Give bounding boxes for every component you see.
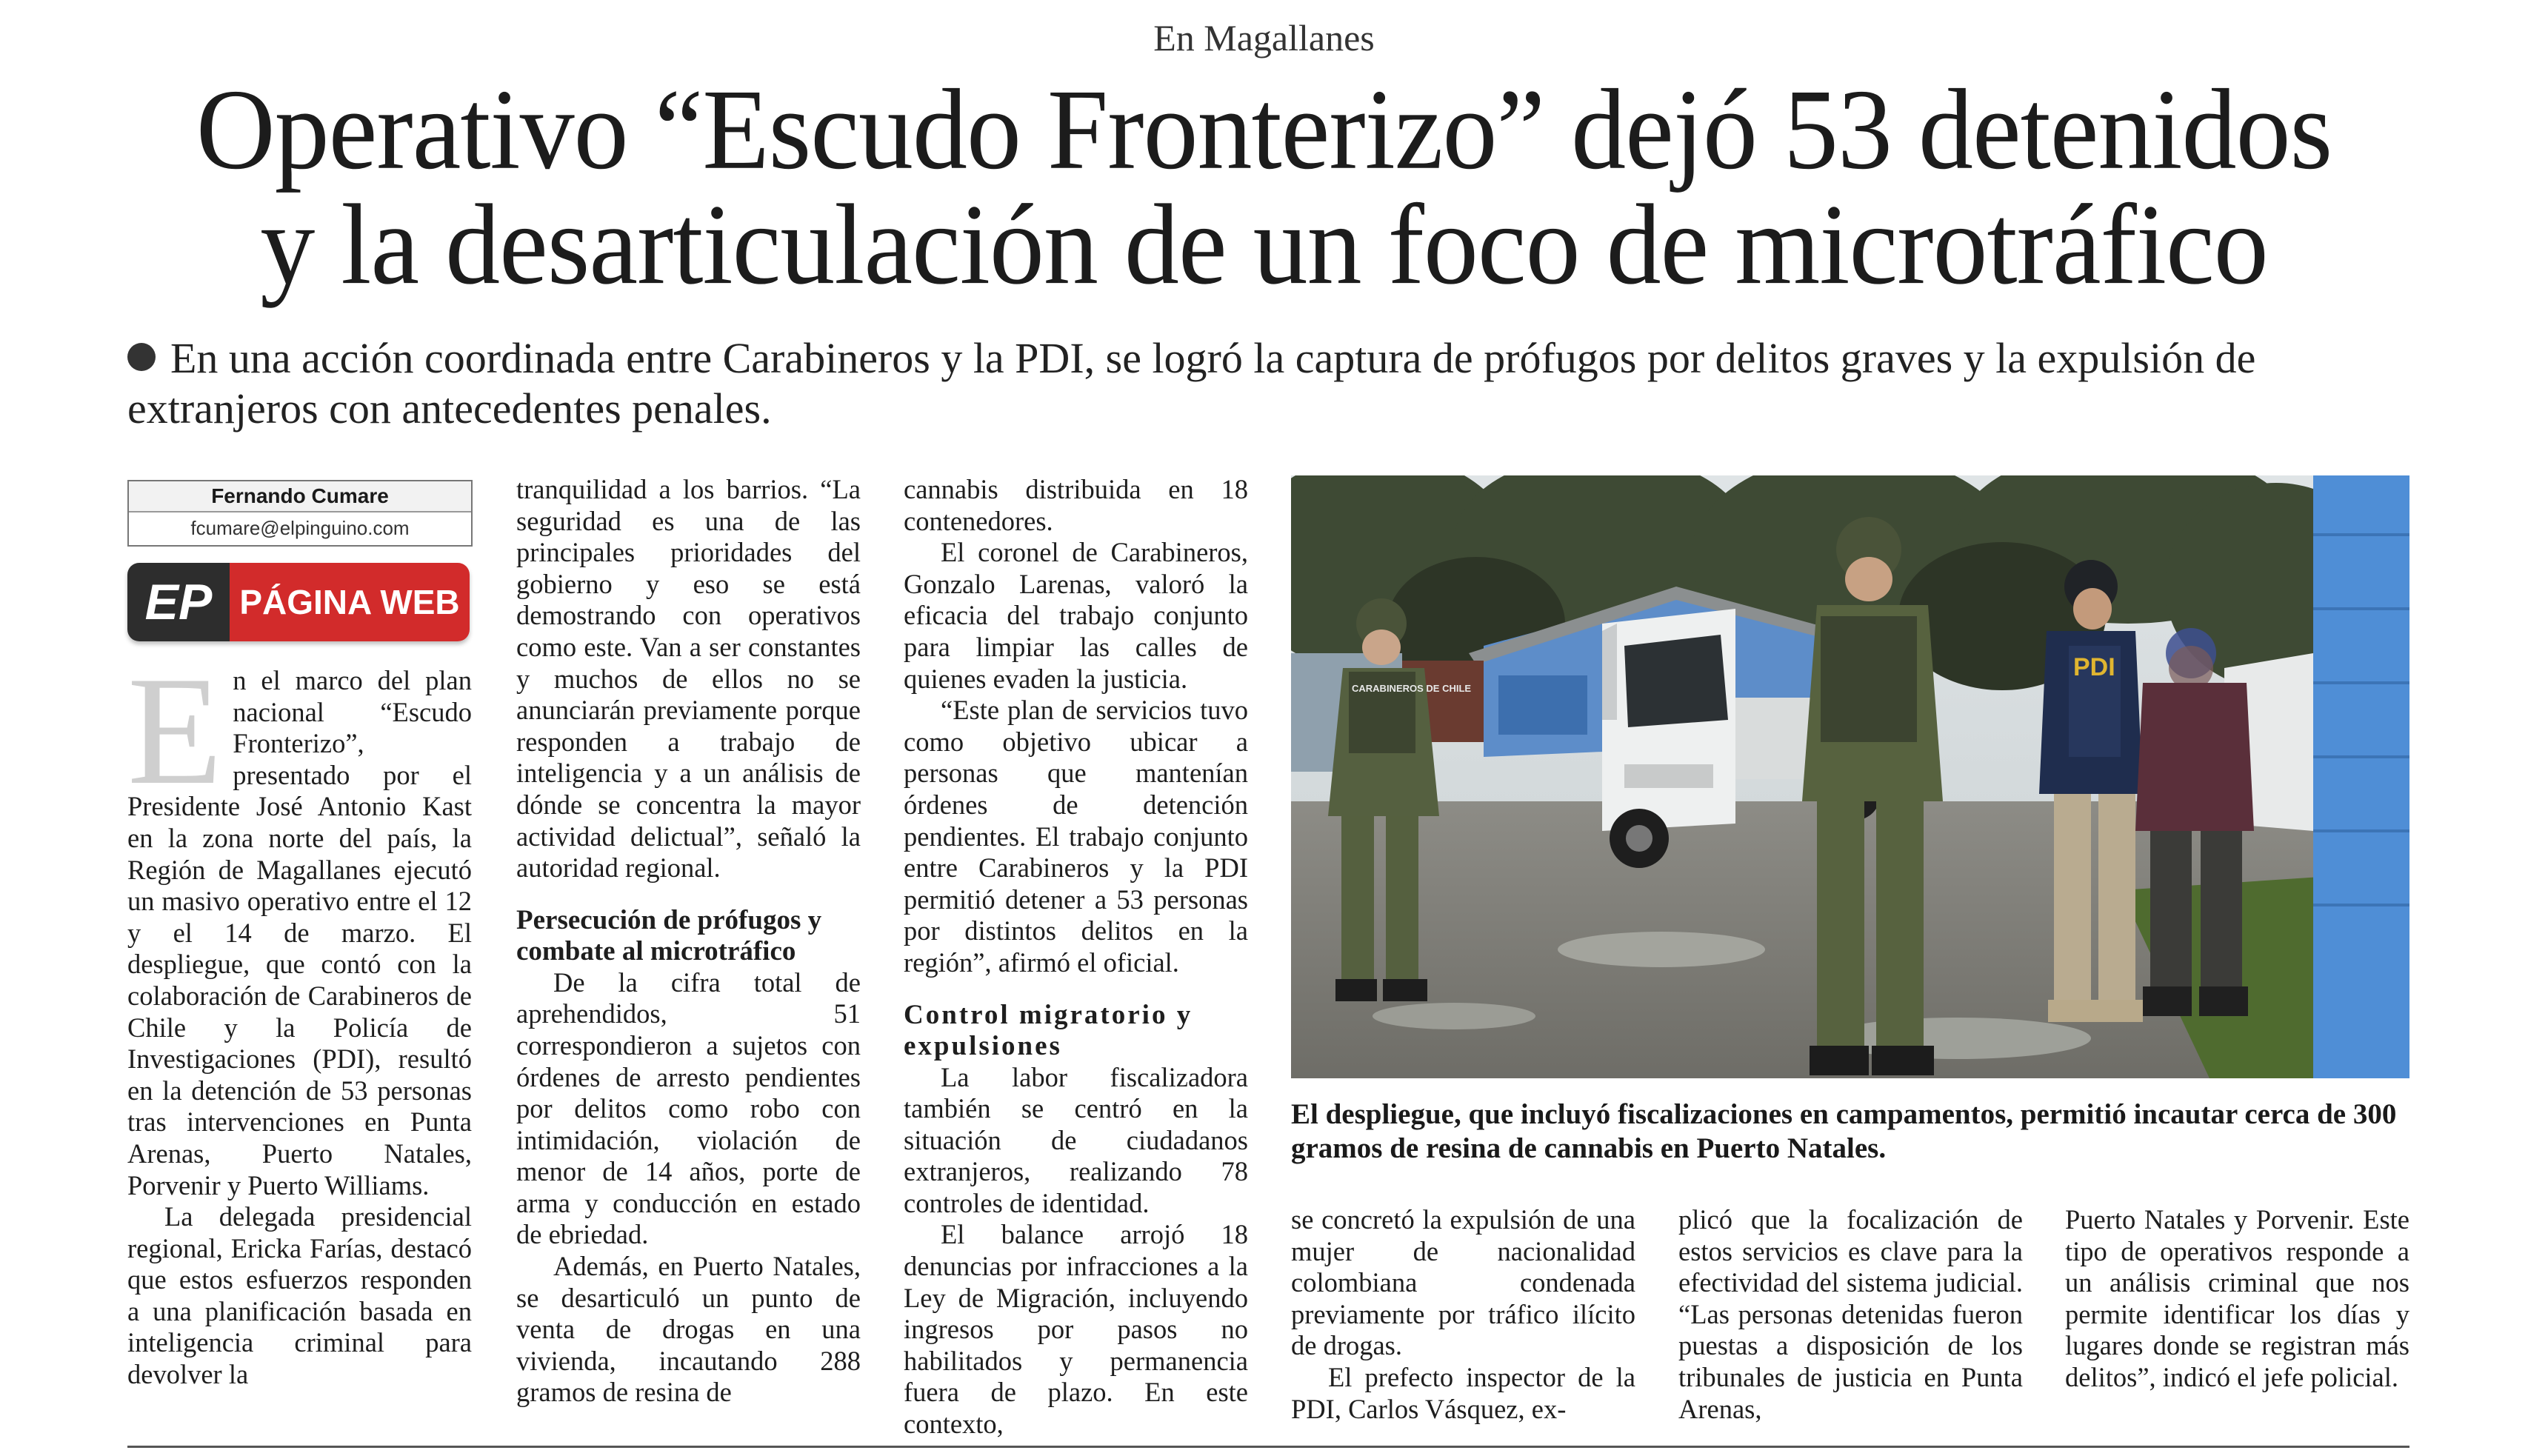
paragraph: Además, en Puerto Natales, se desarticuló un punto de venta de drogas en una vivienda, incautando 288 gramos de resina de	[516, 1251, 861, 1408]
section-kicker: En Magallanes	[1153, 17, 1375, 59]
paragraph: cannabis distribuida en 18 contenedores.	[904, 474, 1248, 536]
ep-logo: EP	[127, 563, 230, 641]
article-column-3	[904, 474, 1248, 1440]
web-page-label: PÁGINA WEB	[230, 563, 470, 641]
paragraph: plicó que la focalización de estos servicios es clave para la efectividad del sistema judicial. “Las personas detenidas fueron puestas a disposición de los tribunales de justicia en Punta Arenas,	[1678, 1204, 2023, 1424]
headline-line-1: Operativo “Escudo Fronterizo” dejó 53 detenidos	[196, 66, 2332, 194]
paragraph: El prefecto inspector de la PDI, Carlos Vásquez, ex-	[1291, 1361, 1635, 1424]
paragraph: tranquilidad a los barrios. “La seguridad es una de las principales prioridades del gobierno y eso se está demostrando con operativos como este. Van a ser constantes y muchos de ellos no se anunciarán previamente porque responden a trabajo de inteligencia y a un análisis de dónde se concentra la mayor actividad delictual”, señaló la autoridad regional.	[516, 474, 861, 884]
headline-line-2: y la desarticulación de un foco de microtráfico	[260, 181, 2268, 309]
paragraph: La delegada presidencial regional, Ericka Farías, destacó que estos esfuerzos responden a una planificación basada en inteligencia criminal para devolver la	[127, 1201, 472, 1390]
bottom-rule	[127, 1446, 2409, 1448]
vest-label: PDI	[2073, 653, 2115, 681]
paragraph: se concretó la expulsión de una mujer de nacionalidad colombiana condenada previamente por tráfico ilícito de drogas.	[1291, 1204, 1635, 1361]
paragraph: n el marco del plan nacional “Escudo Fronterizo”, presentado por el Presidente José Antonio Kast en la zona norte del país, la Región de Magallanes ejecutó un masivo operativo entre el 12 y el 14 de marzo. El despliegue, que contó con la colaboración de Carabineros de Chile y la Policía de Investigaciones (PDI), resultó en la detención de 53 personas tras intervenciones en Punta Arenas, Puerto Natales, Porvenir y Puerto Williams.	[127, 665, 472, 1200]
headline	[59, 66, 2469, 309]
photo-caption: El despliegue, que incluyó fiscalizaciones en campamentos, permitió incautar cerca de 300 gramos de resina de cannabis en Puerto Natales.	[1291, 1098, 2397, 1164]
article-column-4	[1291, 1204, 1635, 1425]
article-column-1	[127, 645, 472, 1391]
paragraph: De la cifra total de aprehendidos, 51 correspondieron a sujetos con órdenes de arresto pendientes por delitos como robo con intimidación, violación de menor de 14 años, porte de arma y conducción en estado de ebriedad.	[516, 966, 861, 1250]
vest-label: CARABINEROS DE CHILE	[1352, 683, 1472, 694]
author-email[interactable]: fcumare@elpinguino.com	[190, 517, 410, 539]
article-column-5	[1678, 1204, 2023, 1425]
news-photo	[1291, 475, 2409, 1078]
subhead-fugitives: Persecución de prófugos y combate al microtráfico	[516, 904, 822, 966]
deck	[127, 333, 2416, 434]
deck-text: En una acción coordinada entre Carabineros y la PDI, se logró la captura de prófugos por delitos graves y la expulsión de extranjeros con antecedentes penales.	[127, 334, 2256, 433]
paragraph: El balance arrojó 18 denuncias por infracciones a la Ley de Migración, incluyendo ingresos por pasos no habilitados y permanencia fuera de plazo. En este contexto,	[904, 1219, 1248, 1440]
web-page-badge[interactable]	[127, 563, 470, 641]
paragraph: La labor fiscalizadora también se centró en la situación de ciudadanos extranjeros, realizando 78 controles de identidad.	[904, 1061, 1248, 1218]
bullet-icon	[127, 343, 156, 371]
article-column-6	[2065, 1204, 2409, 1394]
byline-box	[127, 480, 473, 547]
article-column-2	[516, 474, 861, 1409]
paragraph: Puerto Natales y Porvenir. Este tipo de operativos responde a un análisis criminal que nos permite identificar los días y lugares donde se registran más delitos”, indicó el jefe policial.	[2065, 1204, 2409, 1392]
paragraph: El coronel de Carabineros, Gonzalo Larenas, valoró la eficacia del trabajo conjunto para limpiar las calles de quienes evaden la justicia.	[904, 537, 1248, 694]
paragraph: “Este plan de servicios tuvo como objetivo ubicar a personas que mantenían órdenes de detención pendientes. El trabajo conjunto entre Carabineros y la PDI permitió detener a 53 personas por distintos delitos en la región”, afirmó el oficial.	[904, 695, 1248, 978]
author-name: Fernando Cumare	[129, 481, 471, 512]
drop-cap: E	[127, 645, 223, 817]
subhead-migration: Control migratorio y expulsiones	[904, 999, 1193, 1061]
